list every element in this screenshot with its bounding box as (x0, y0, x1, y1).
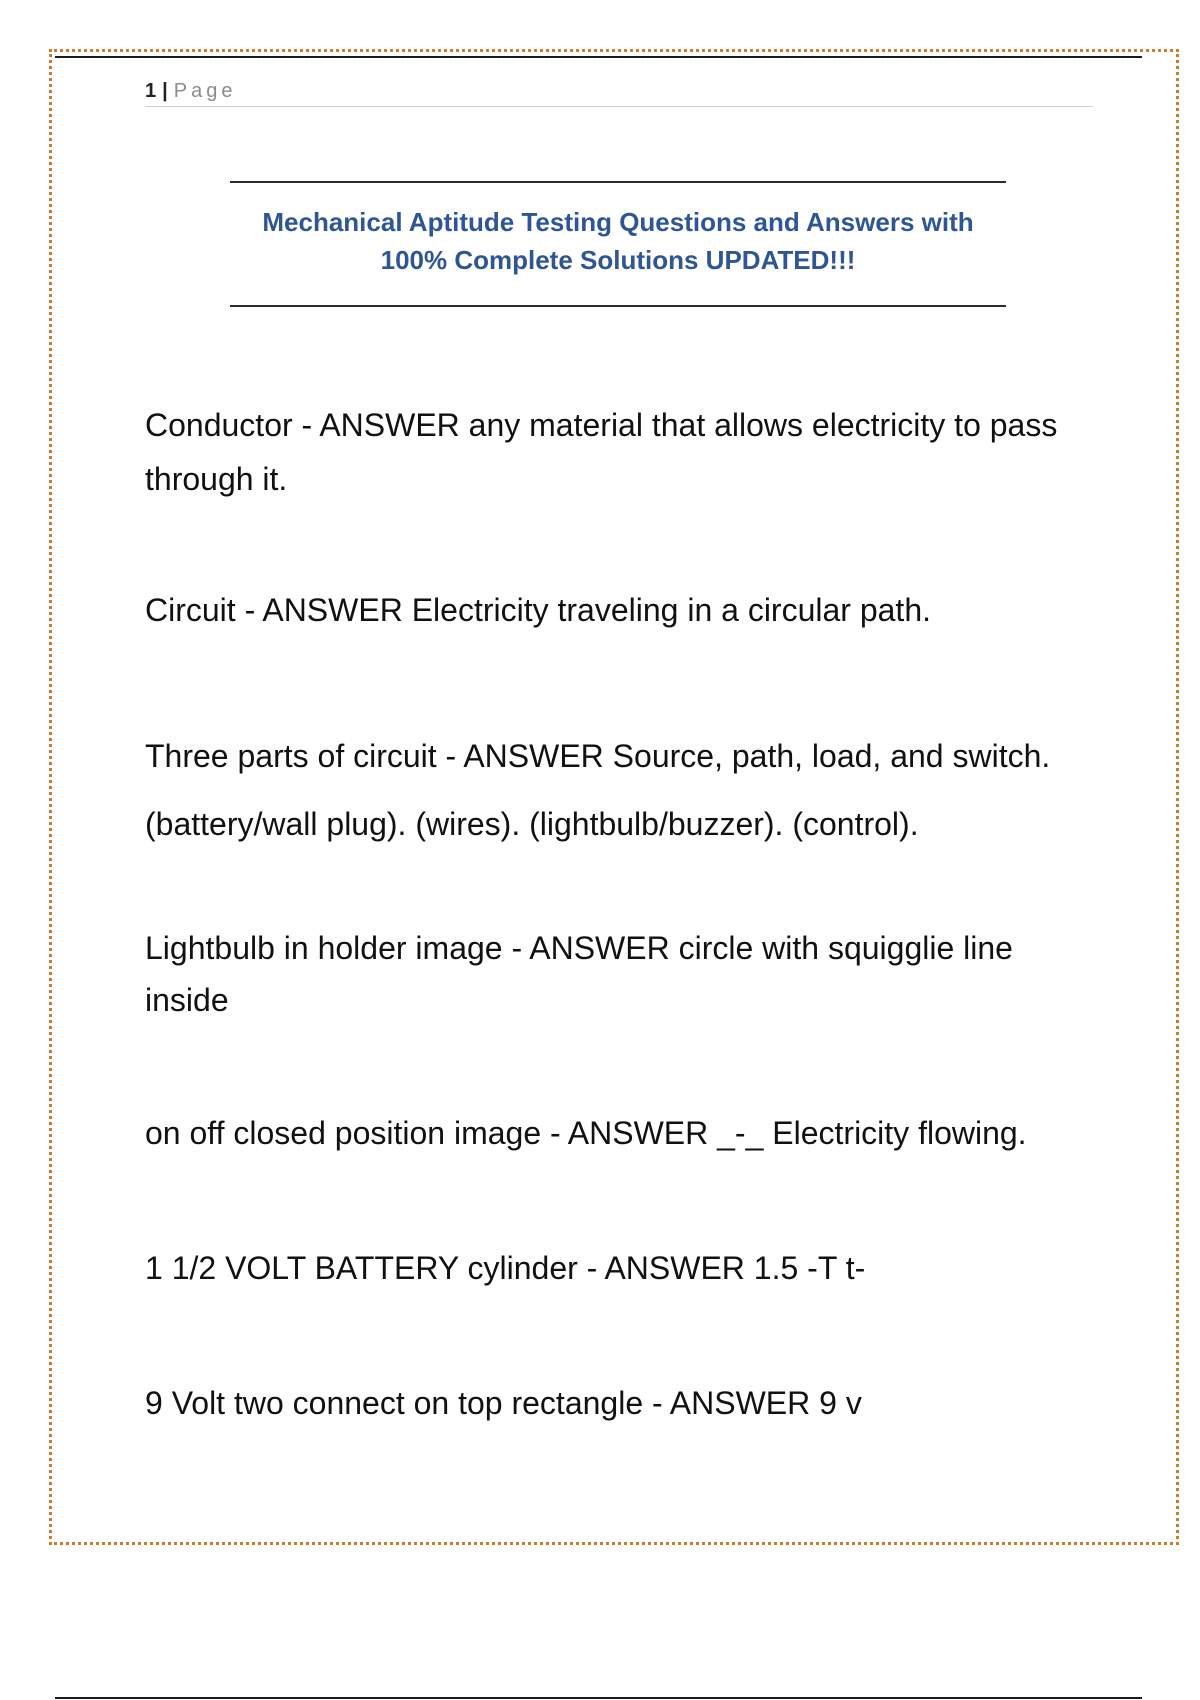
qa-circuit (145, 588, 1105, 632)
header-rule (55, 56, 1142, 58)
qa-battery-cylinder (145, 1246, 1105, 1290)
qa-nine-volt (145, 1381, 1105, 1425)
page-label: Page (173, 79, 237, 102)
page-number: 1 (145, 79, 157, 102)
qa-text-line: 1 1/2 VOLT BATTERY cylinder - ANSWER 1.5 -T t- (145, 1250, 866, 1286)
header-separator: | (162, 79, 168, 102)
qa-text-line: (battery/wall plug). (wires). (lightbulb/buzzer). (control). (145, 806, 919, 842)
qa-text-line: Conductor - ANSWER any material that allows electricity to pass (145, 407, 1058, 443)
qa-text-line: Three parts of circuit - ANSWER Source, path, load, and switch. (145, 738, 1051, 774)
qa-conductor (145, 398, 1105, 506)
qa-text-line: on off closed position image - ANSWER _-_ Electricity flowing. (145, 1115, 1027, 1151)
qa-text-line: Lightbulb in holder image - ANSWER circle with squigglie line (145, 930, 1013, 966)
qa-text-line: Circuit - ANSWER Electricity traveling in a circular path. (145, 592, 931, 628)
qa-text-line: inside (145, 982, 229, 1018)
qa-switch-image (145, 1111, 1105, 1155)
page-header (145, 76, 1093, 107)
qa-lightbulb-image (145, 922, 1105, 1026)
title-line-1: Mechanical Aptitude Testing Questions and Answers with (262, 207, 974, 237)
qa-text-line: through it. (145, 461, 288, 497)
footer-rule (55, 1697, 1142, 1699)
qa-three-parts-of-circuit (145, 722, 1105, 858)
qa-text-line: 9 Volt two connect on top rectangle - ANSWER 9 v (145, 1385, 862, 1421)
title-line-2: 100% Complete Solutions UPDATED!!! (380, 245, 856, 275)
document-title (230, 181, 1006, 307)
